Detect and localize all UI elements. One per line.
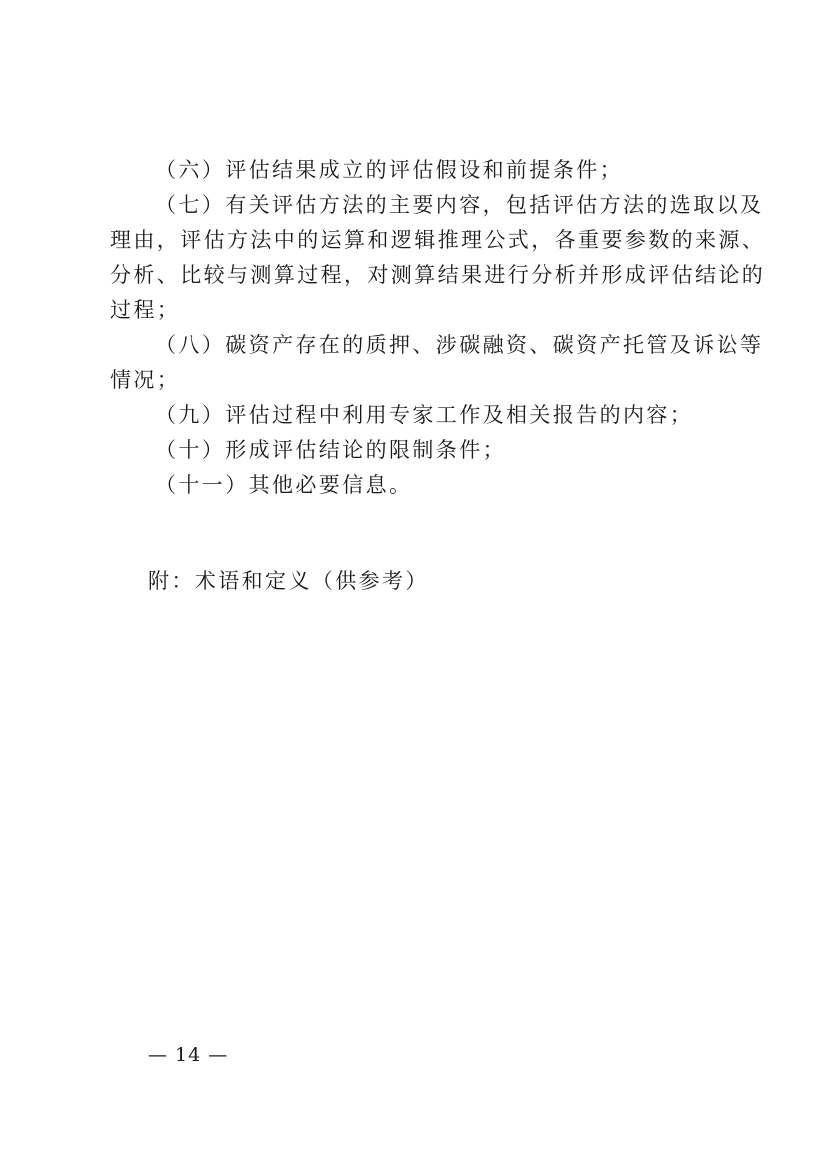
clause-7-line-1: （七）有关评估方法的主要内容，包括评估方法的选取以及: [155, 193, 764, 217]
clause-6: （六）评估结果成立的评估假设和前提条件；: [155, 158, 623, 182]
clause-8-line-1: （八）碳资产存在的质押、涉碳融资、碳资产托管及诉讼等: [155, 333, 764, 357]
clause-11: （十一）其他必要信息。: [155, 473, 413, 497]
clause-8-line-2: 情况；: [110, 368, 181, 392]
page-number: — 14 —: [148, 1044, 229, 1066]
clause-7-line-2: 理由，评估方法中的运算和逻辑推理公式，各重要参数的来源、: [110, 228, 766, 252]
clause-9: （九）评估过程中利用专家工作及相关报告的内容；: [155, 403, 694, 427]
appendix-note: 附：术语和定义（供参考）: [148, 569, 429, 593]
clause-7-line-3: 分析、比较与测算过程，对测算结果进行分析并形成评估结论的: [110, 263, 766, 287]
clause-10: （十）形成评估结论的限制条件；: [155, 438, 506, 462]
clause-7-line-4: 过程；: [110, 298, 181, 322]
